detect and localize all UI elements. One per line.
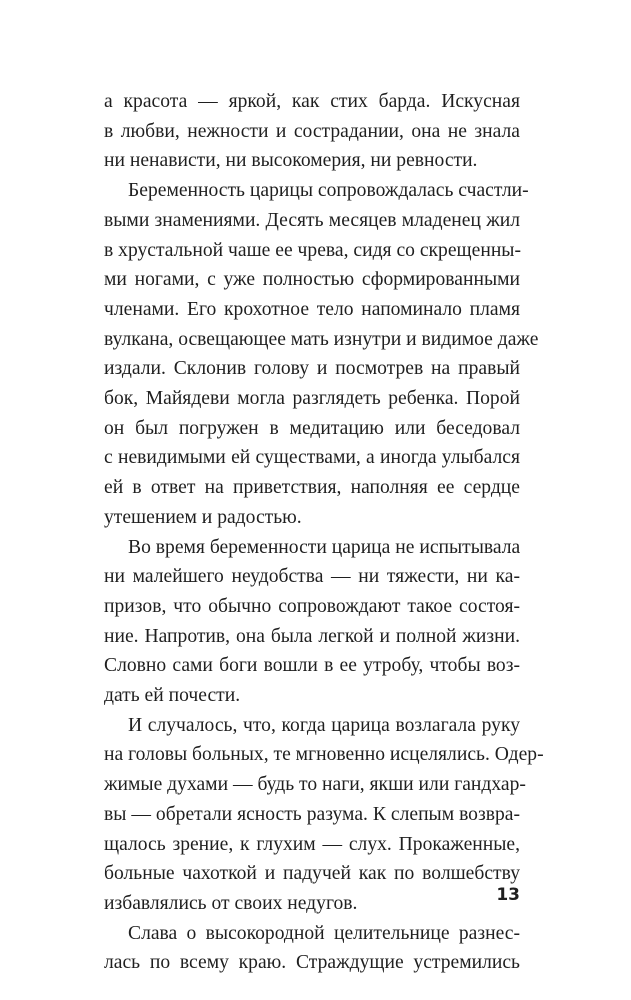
text-line: членами. Его крохотное тело напоминало пламя <box>104 298 520 320</box>
text-line: жимые духами — будь то наги, якши или гандхар- <box>104 774 526 796</box>
text-line: больные чахоткой и падучей как по волшебству <box>104 863 520 885</box>
text-line: ей в ответ на приветствия, наполняя ее сердце <box>104 477 520 499</box>
text-line: щалось зрение, к глухим — слух. Прокаженные, <box>104 833 520 855</box>
text-line: утешением и радостью. <box>104 506 302 528</box>
text-line: лась по всему краю. Страждущие устремились <box>104 952 520 974</box>
body-text <box>104 87 544 978</box>
page-number: 13 <box>496 885 520 905</box>
text-line: призов, что обычно сопровождают такое состоя- <box>104 595 520 617</box>
text-line: бок, Майядеви могла разглядеть ребенка. Порой <box>104 388 520 410</box>
paragraph <box>104 87 520 176</box>
text-line: ни малейшего неудобства — ни тяжести, ни ка- <box>104 566 520 588</box>
text-line: издали. Склонив голову и посмотрев на правый <box>104 358 520 380</box>
text-line: избавлялись от своих недугов. <box>104 892 358 914</box>
text-line: вы — обретали ясность разума. К слепым возвра- <box>104 803 520 825</box>
paragraph <box>104 919 520 978</box>
text-line: в любви, нежности и сострадании, она не знала <box>104 120 520 142</box>
text-line: ни ненависти, ни высокомерия, ни ревности. <box>104 150 478 172</box>
text-line: Словно сами боги вошли в ее утробу, чтобы воз- <box>104 655 520 677</box>
paragraph <box>104 533 520 711</box>
paragraph <box>104 176 539 532</box>
paragraph <box>104 711 544 919</box>
text-line: ми ногами, с уже полностью сформированными <box>104 269 520 291</box>
text-line: а красота — яркой, как стих барда. Искусная <box>104 91 520 112</box>
text-line: Слава о высокородной целительнице разнес- <box>128 922 520 944</box>
text-line: Беременность царицы сопровождалась счастли- <box>128 180 529 202</box>
text-line: в хрустальной чаше ее чрева, сидя со скрещенны- <box>104 239 521 261</box>
text-line: дать ей почести. <box>104 685 241 707</box>
text-line: он был погружен в медитацию или беседовал <box>104 417 520 439</box>
text-line: вулкана, освещающее мать изнутри и видимое даже <box>104 328 539 350</box>
text-line: Во время беременности царица не испытывала <box>128 536 521 558</box>
text-line: ние. Напротив, она была легкой и полной жизни. <box>104 625 520 647</box>
text-line: выми знамениями. Десять месяцев младенец жил <box>104 209 520 231</box>
text-line: на головы больных, те мгновенно исцелялись. Одер- <box>104 744 544 766</box>
text-line: с невидимыми ей существами, а иногда улыбался <box>104 447 520 469</box>
text-line: И случалось, что, когда царица возлагала руку <box>128 714 520 736</box>
